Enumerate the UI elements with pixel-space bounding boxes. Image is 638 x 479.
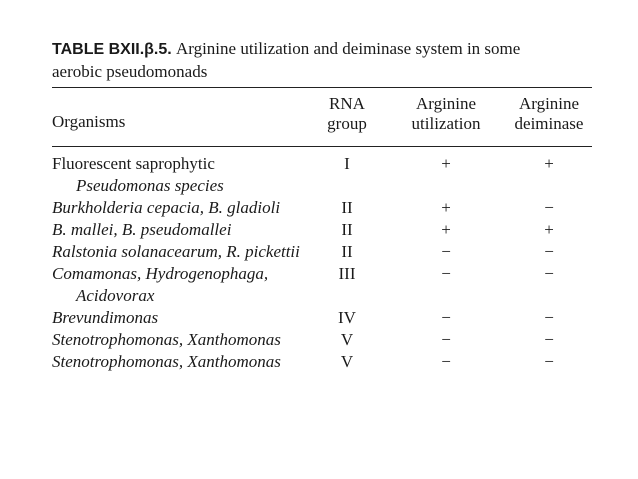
- header-rule: [52, 146, 592, 147]
- organism-cell: Stenotrophomonas, Xanthomonas: [52, 352, 281, 371]
- deiminase-cell: +: [544, 154, 554, 173]
- table-body: [52, 153, 592, 373]
- rna-group-cell: II: [341, 198, 353, 217]
- deiminase-cell: +: [544, 220, 554, 239]
- table-row: [52, 197, 592, 219]
- utilization-cell: −: [441, 352, 451, 371]
- rna-group-cell: V: [340, 352, 354, 371]
- utilization-cell: −: [441, 308, 451, 327]
- table-header: [52, 88, 592, 142]
- header-utilization-line-1: Arginine: [415, 94, 477, 113]
- rna-group-cell: IV: [338, 308, 356, 327]
- caption-line-1: Arginine utilization and deiminase system in some: [175, 39, 521, 58]
- table-label: TABLE BXII.β.5.: [52, 41, 172, 58]
- rna-group-cell: II: [341, 242, 353, 261]
- organism-cell: Stenotrophomonas, Xanthomonas: [52, 330, 281, 349]
- table-row: [52, 241, 592, 263]
- rna-group-cell: V: [340, 330, 354, 349]
- deiminase-cell: −: [544, 308, 554, 327]
- header-organisms: Organisms: [52, 112, 126, 131]
- table-row: [52, 219, 592, 241]
- utilization-cell: +: [441, 220, 451, 239]
- deiminase-cell: −: [544, 352, 554, 371]
- organism-cell-continued: Acidovorax: [76, 286, 155, 305]
- deiminase-cell: −: [544, 264, 554, 283]
- table-row: [52, 175, 592, 197]
- table-caption: [52, 38, 592, 83]
- utilization-cell: +: [441, 198, 451, 217]
- rna-group-cell: III: [338, 264, 356, 283]
- organism-genus: Pseudomonas species: [76, 176, 224, 195]
- deiminase-cell: −: [544, 198, 554, 217]
- table-row: [52, 285, 592, 307]
- organism-cell: Brevundimonas: [52, 308, 159, 327]
- table-block: [52, 38, 592, 373]
- header-deiminase-line-1: Arginine: [518, 94, 580, 113]
- organism-cell: B. mallei, B. pseudomallei: [52, 220, 232, 239]
- table-row: [52, 329, 592, 351]
- rna-group-cell: I: [344, 154, 350, 173]
- organism-cell-continued: [52, 175, 338, 197]
- utilization-cell: −: [441, 264, 451, 283]
- table-row: [52, 263, 592, 285]
- header-rna-line-1: RNA: [329, 94, 365, 113]
- rna-group-cell: II: [341, 220, 353, 239]
- utilization-cell: −: [441, 242, 451, 261]
- header-deiminase-line-2: deiminase: [514, 114, 584, 133]
- header-utilization-line-2: utilization: [411, 114, 481, 133]
- deiminase-cell: −: [544, 330, 554, 349]
- organism-cell: Fluorescent saprophytic: [52, 154, 215, 173]
- organism-cell: Burkholderia cepacia, B. gladioli: [52, 198, 281, 217]
- organism-cell: Ralstonia solanacearum, R. pickettii: [52, 242, 300, 261]
- utilization-cell: −: [441, 330, 451, 349]
- table-row: [52, 351, 592, 373]
- table-row: [52, 153, 592, 175]
- caption-line-2: aerobic pseudomonads: [52, 62, 208, 81]
- table-row: [52, 307, 592, 329]
- utilization-cell: +: [441, 154, 451, 173]
- deiminase-cell: −: [544, 242, 554, 261]
- header-rna-line-2: group: [327, 114, 367, 133]
- organism-cell: Comamonas, Hydrogenophaga,: [52, 264, 269, 283]
